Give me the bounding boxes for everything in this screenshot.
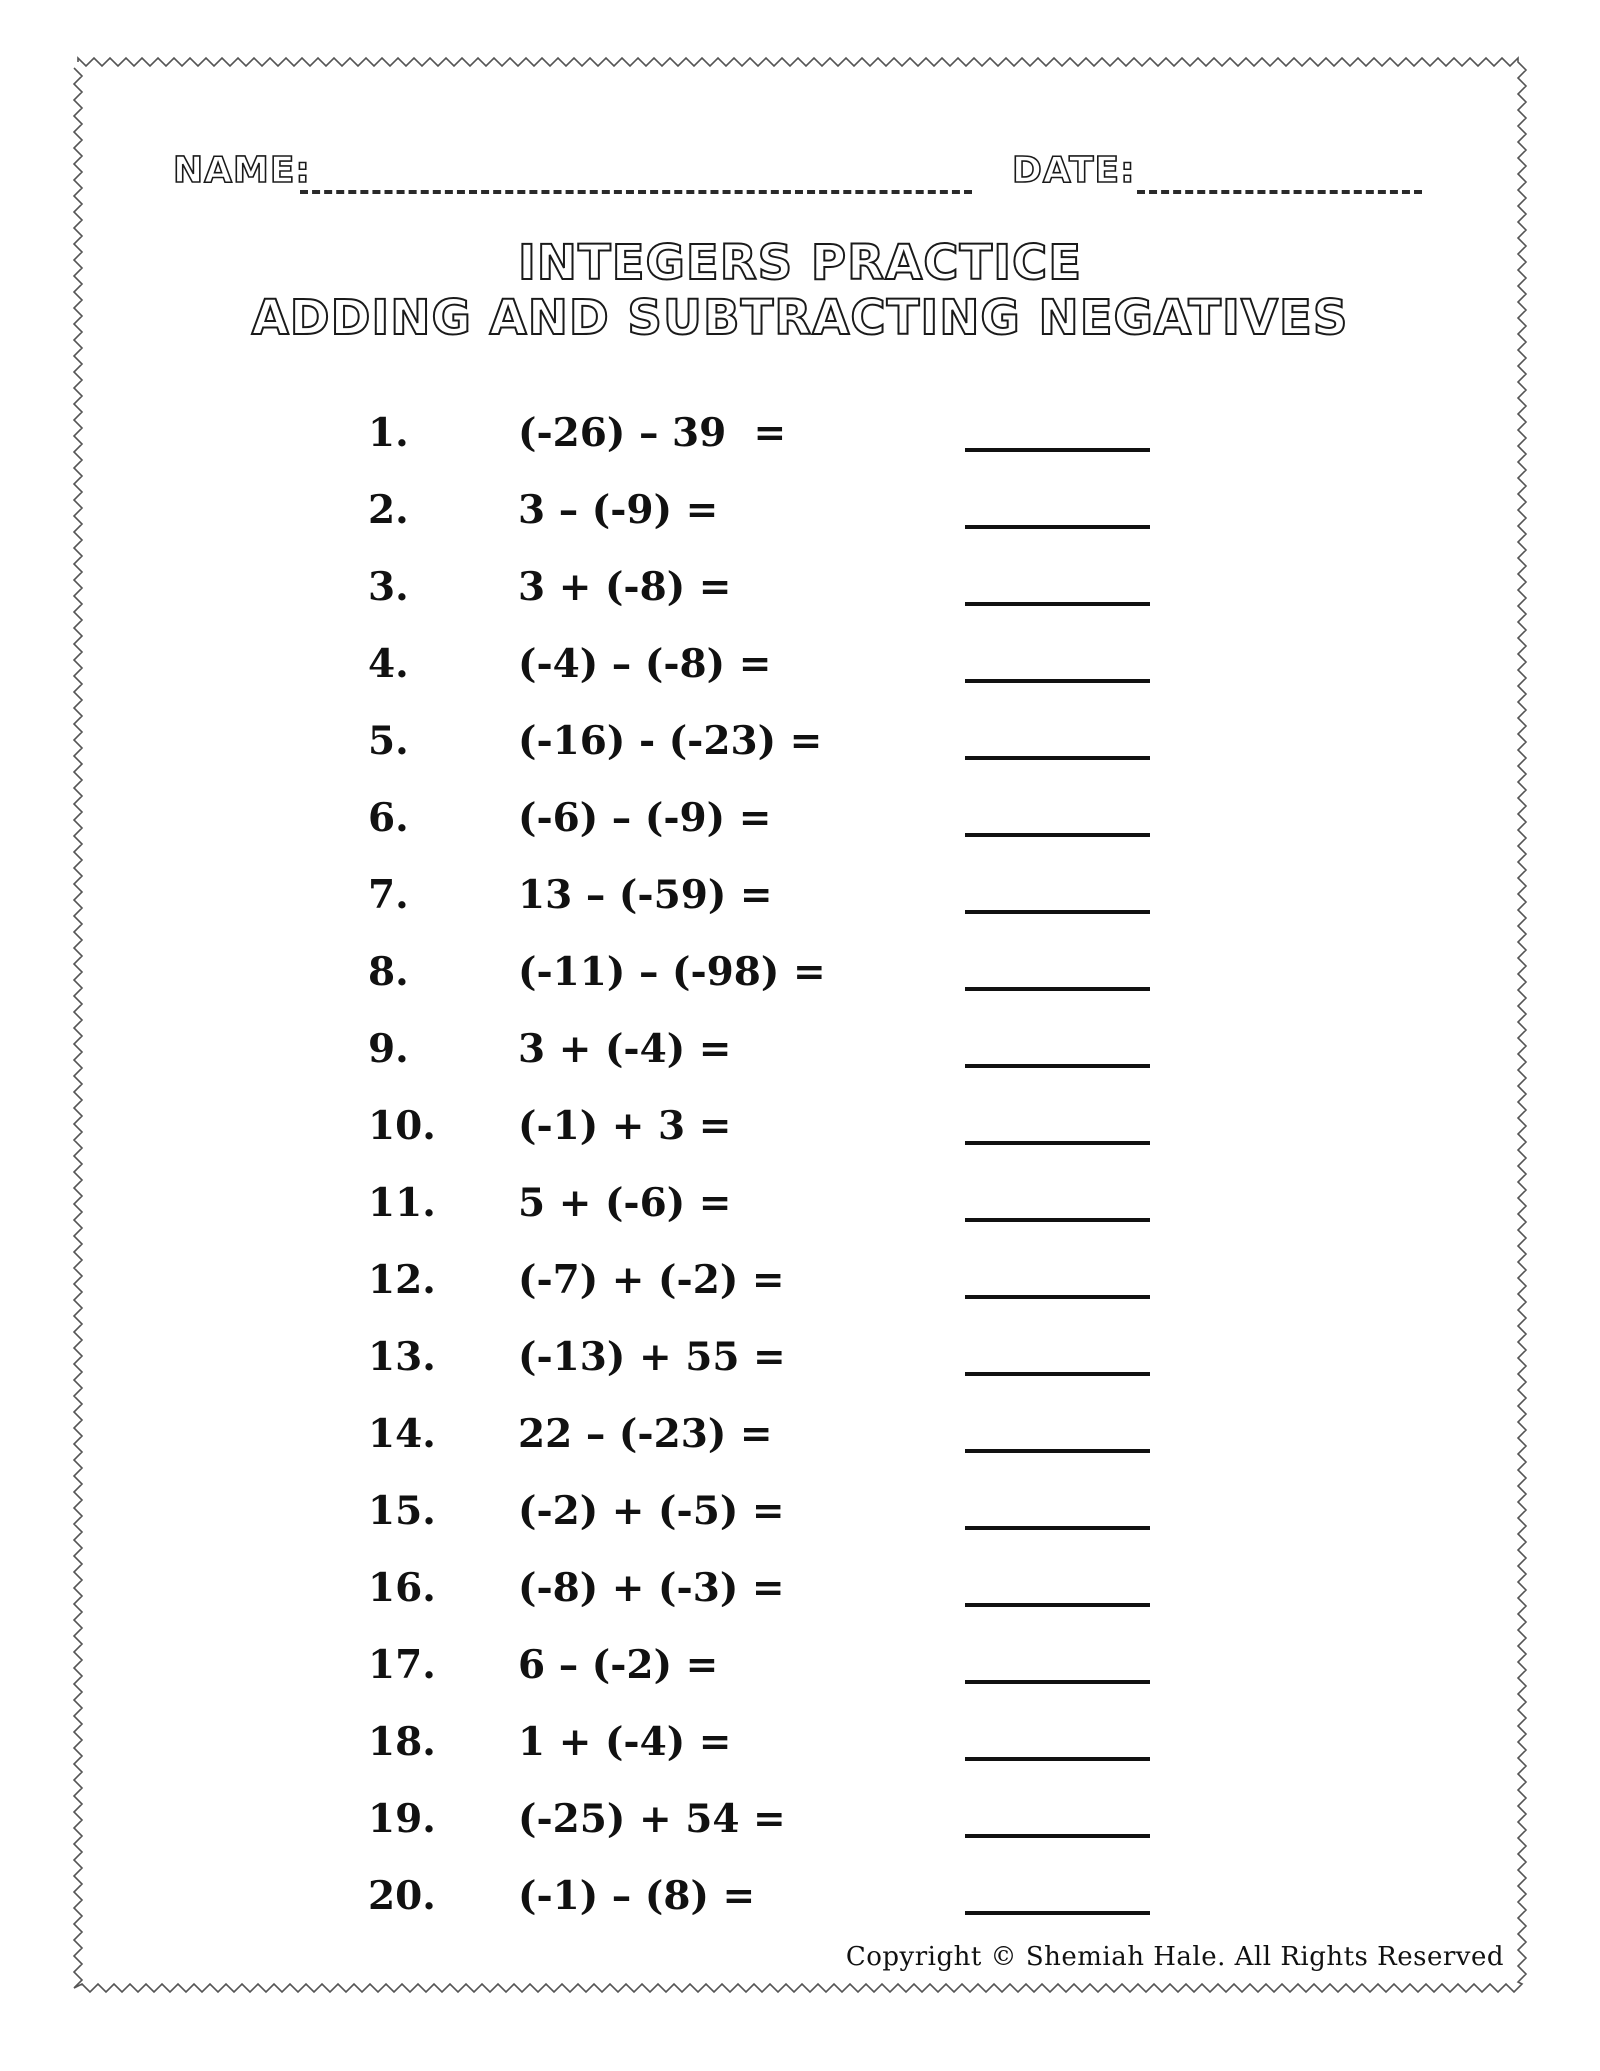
problem-number: 8. (368, 949, 409, 995)
problem-number: 10. (368, 1103, 436, 1149)
problem-row (0, 718, 1600, 778)
name-field[interactable] (300, 190, 972, 194)
answer-blank[interactable] (965, 1141, 1150, 1145)
problem-expression: (-8) + (-3) = (518, 1565, 785, 1611)
problem-row (0, 410, 1600, 470)
problem-number: 15. (368, 1488, 436, 1534)
problem-row (0, 1719, 1600, 1779)
problem-expression: (-16) - (-23) = (518, 718, 823, 764)
problem-row (0, 1873, 1600, 1933)
problem-expression: (-26) – 39 = (518, 410, 787, 456)
answer-blank[interactable] (965, 1911, 1150, 1915)
problem-row (0, 1411, 1600, 1471)
problem-row (0, 1334, 1600, 1394)
answer-blank[interactable] (965, 1218, 1150, 1222)
problem-expression: (-2) + (-5) = (518, 1488, 785, 1534)
problem-row (0, 1026, 1600, 1086)
problem-expression: (-25) + 54 = (518, 1796, 786, 1842)
problem-number: 4. (368, 641, 409, 687)
answer-blank[interactable] (965, 987, 1150, 991)
answer-blank[interactable] (965, 525, 1150, 529)
answer-blank[interactable] (965, 1680, 1150, 1684)
problem-row (0, 1257, 1600, 1317)
problem-expression: (-1) – (8) = (518, 1873, 756, 1919)
problem-expression: 22 – (-23) = (518, 1411, 773, 1457)
worksheet-subtitle: ADDING AND SUBTRACTING NEGATIVES (251, 290, 1349, 346)
answer-blank[interactable] (965, 910, 1150, 914)
problem-number: 7. (368, 872, 409, 918)
problem-expression: 1 + (-4) = (518, 1719, 732, 1765)
problem-expression: (-11) – (-98) = (518, 949, 826, 995)
problem-expression: 5 + (-6) = (518, 1180, 732, 1226)
problem-row (0, 1488, 1600, 1548)
answer-blank[interactable] (965, 1526, 1150, 1530)
problem-expression: (-1) + 3 = (518, 1103, 732, 1149)
problem-expression: 6 – (-2) = (518, 1642, 719, 1688)
problem-expression: 3 + (-4) = (518, 1026, 732, 1072)
problem-row (0, 1565, 1600, 1625)
problem-row (0, 795, 1600, 855)
problem-number: 18. (368, 1719, 436, 1765)
problem-expression: 3 – (-9) = (518, 487, 719, 533)
problem-row (0, 1180, 1600, 1240)
problem-number: 5. (368, 718, 409, 764)
header-row (0, 150, 1600, 200)
problem-row (0, 949, 1600, 1009)
problem-row (0, 1642, 1600, 1702)
worksheet-title: INTEGERS PRACTICE (517, 235, 1083, 291)
answer-blank[interactable] (965, 1834, 1150, 1838)
problem-row (0, 564, 1600, 624)
problem-expression: (-4) – (-8) = (518, 641, 772, 687)
answer-blank[interactable] (965, 1603, 1150, 1607)
answer-blank[interactable] (965, 1295, 1150, 1299)
answer-blank[interactable] (965, 756, 1150, 760)
problem-number: 11. (368, 1180, 436, 1226)
problem-number: 20. (368, 1873, 436, 1919)
answer-blank[interactable] (965, 1372, 1150, 1376)
problem-expression: (-13) + 55 = (518, 1334, 786, 1380)
answer-blank[interactable] (965, 448, 1150, 452)
date-label: DATE: (1012, 150, 1136, 191)
problem-number: 14. (368, 1411, 436, 1457)
copyright-notice: Copyright © Shemiah Hale. All Rights Reserved (845, 1942, 1504, 1972)
problem-number: 1. (368, 410, 409, 456)
problem-number: 3. (368, 564, 409, 610)
problem-number: 16. (368, 1565, 436, 1611)
answer-blank[interactable] (965, 1757, 1150, 1761)
problem-number: 9. (368, 1026, 409, 1072)
problem-number: 12. (368, 1257, 436, 1303)
name-label: NAME: (173, 150, 311, 191)
problem-row (0, 1103, 1600, 1163)
answer-blank[interactable] (965, 1449, 1150, 1453)
problem-number: 19. (368, 1796, 436, 1842)
problem-row (0, 872, 1600, 932)
problem-expression: 13 – (-59) = (518, 872, 773, 918)
problem-row (0, 641, 1600, 701)
problem-expression: (-6) – (-9) = (518, 795, 772, 841)
problem-number: 2. (368, 487, 409, 533)
date-field[interactable] (1137, 190, 1422, 194)
problem-row (0, 487, 1600, 547)
problem-expression: (-7) + (-2) = (518, 1257, 785, 1303)
problem-expression: 3 + (-8) = (518, 564, 732, 610)
answer-blank[interactable] (965, 1064, 1150, 1068)
answer-blank[interactable] (965, 833, 1150, 837)
problem-number: 17. (368, 1642, 436, 1688)
answer-blank[interactable] (965, 679, 1150, 683)
answer-blank[interactable] (965, 602, 1150, 606)
problem-number: 13. (368, 1334, 436, 1380)
problem-number: 6. (368, 795, 409, 841)
problem-row (0, 1796, 1600, 1856)
